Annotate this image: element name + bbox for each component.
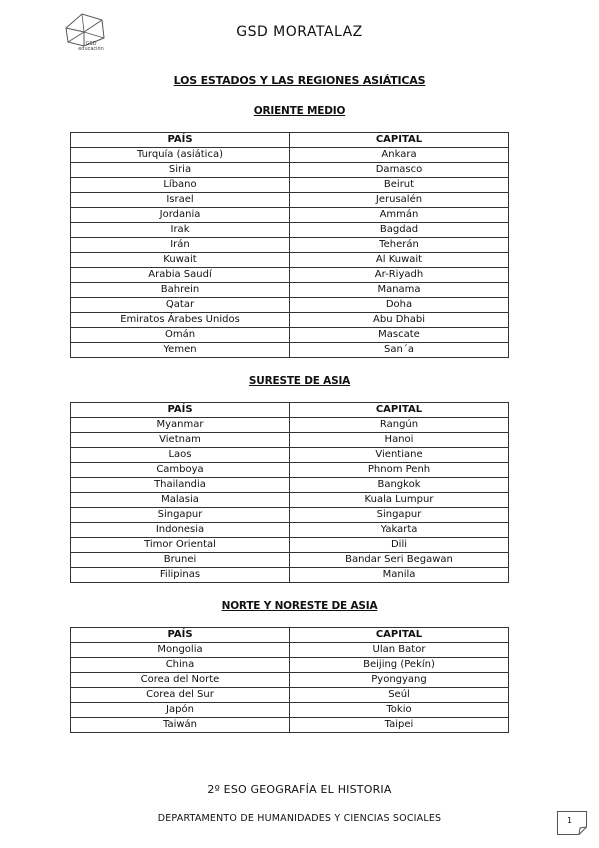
cell-capital: Jerusalén [290,193,509,208]
cell-capital: Abu Dhabi [290,313,509,328]
table-row [71,193,509,208]
table-row [71,238,509,253]
column-header-pais: PAÍS [71,628,290,643]
cell-pais: Japón [71,703,290,718]
cell-capital: Bagdad [290,223,509,238]
cell-pais: Filipinas [71,568,290,583]
cell-pais: Singapur [71,508,290,523]
footer-course: 2º ESO GEOGRAFÍA EL HISTORIA [207,783,392,796]
cell-capital: Kuala Lumpur [290,493,509,508]
table-row [71,208,509,223]
cell-capital: Damasco [290,163,509,178]
table-oriente-medio [70,132,509,358]
cell-pais: Corea del Norte [71,673,290,688]
table-row [71,328,509,343]
table-sureste-de-asia [70,402,509,583]
table-row [71,283,509,298]
column-header-capital: CAPITAL [290,628,509,643]
cell-capital: Beijing (Pekín) [290,658,509,673]
cell-capital: Vientiane [290,448,509,463]
table-row [71,268,509,283]
cell-pais: Bahrein [71,283,290,298]
table-header-row [71,403,509,418]
cell-pais: Irán [71,238,290,253]
column-header-pais: PAÍS [71,403,290,418]
cell-capital: Doha [290,298,509,313]
cell-pais: Irak [71,223,290,238]
logo-text [76,42,106,52]
cell-pais: Camboya [71,463,290,478]
table-row [71,673,509,688]
cell-capital: Singapur [290,508,509,523]
cell-pais: Brunei [71,553,290,568]
logo-text-gsd: GSD [85,41,97,47]
footer-department: DEPARTAMENTO DE HUMANIDADES Y CIENCIAS SOCIALES [157,813,442,824]
table-row [71,643,509,658]
cell-capital: Phnom Penh [290,463,509,478]
table-row [71,418,509,433]
table-row [71,523,509,538]
table-row [71,178,509,193]
cell-capital: Teherán [290,238,509,253]
table-row [71,538,509,553]
cell-pais: Arabia Saudí [71,268,290,283]
logo-text-educacion: educación [78,46,104,52]
table-header-row [71,628,509,643]
table-row [71,553,509,568]
table-header-row [71,133,509,148]
table-norte-y-noreste-de-asia [70,627,509,733]
table-row [71,688,509,703]
cell-pais: Laos [71,448,290,463]
cell-capital: Manila [290,568,509,583]
cell-pais: Líbano [71,178,290,193]
cell-pais: Kuwait [71,253,290,268]
table-row [71,493,509,508]
cell-pais: Vietnam [71,433,290,448]
column-header-pais: PAÍS [71,133,290,148]
page-number: 1 [567,816,573,825]
cell-pais: Thailandia [71,478,290,493]
cell-capital: Manama [290,283,509,298]
section-title-oriente-medio: ORIENTE MEDIO [253,105,346,117]
table-row [71,313,509,328]
cell-capital: San´a [290,343,509,358]
table-row [71,718,509,733]
cell-pais: China [71,658,290,673]
table-row [71,508,509,523]
cell-pais: Indonesia [71,523,290,538]
cell-capital: Rangún [290,418,509,433]
table-row [71,448,509,463]
cell-capital: Bandar Seri Begawan [290,553,509,568]
table-row [71,703,509,718]
header-title: GSD MORATALAZ [236,24,363,40]
column-header-capital: CAPITAL [290,403,509,418]
cell-capital: Dili [290,538,509,553]
cell-pais: Timor Oriental [71,538,290,553]
cell-pais: Yemen [71,343,290,358]
section-title-sureste-de-asia: SURESTE DE ASIA [248,375,351,387]
cell-pais: Mongolia [71,643,290,658]
table-row [71,343,509,358]
cell-capital: Ulan Bator [290,643,509,658]
cell-pais: Omán [71,328,290,343]
table-row [71,478,509,493]
cell-capital: Seúl [290,688,509,703]
table-row [71,223,509,238]
cell-capital: Tokio [290,703,509,718]
cell-pais: Israel [71,193,290,208]
cell-pais: Myanmar [71,418,290,433]
cell-pais: Malasia [71,493,290,508]
cell-pais: Turquía (asiática) [71,148,290,163]
cell-capital: Yakarta [290,523,509,538]
cell-capital: Al Kuwait [290,253,509,268]
section-title-norte-y-noreste-de-asia: NORTE Y NORESTE DE ASIA [221,600,378,612]
cell-capital: Pyongyang [290,673,509,688]
cell-pais: Emiratos Árabes Unidos [71,313,290,328]
cell-capital: Taipei [290,718,509,733]
column-header-capital: CAPITAL [290,133,509,148]
cell-capital: Hanoi [290,433,509,448]
cell-pais: Siria [71,163,290,178]
cell-pais: Qatar [71,298,290,313]
table-row [71,463,509,478]
cell-pais: Taiwán [71,718,290,733]
cell-capital: Ankara [290,148,509,163]
table-row [71,568,509,583]
cell-capital: Ammán [290,208,509,223]
table-row [71,253,509,268]
cell-capital: Bangkok [290,478,509,493]
cell-capital: Mascate [290,328,509,343]
table-row [71,163,509,178]
cell-pais: Jordania [71,208,290,223]
table-row [71,298,509,313]
table-row [71,433,509,448]
table-row [71,658,509,673]
cell-capital: Beirut [290,178,509,193]
cell-pais: Corea del Sur [71,688,290,703]
document-title: LOS ESTADOS Y LAS REGIONES ASIÁTICAS [173,74,426,87]
table-row [71,148,509,163]
cell-capital: Ar-Riyadh [290,268,509,283]
